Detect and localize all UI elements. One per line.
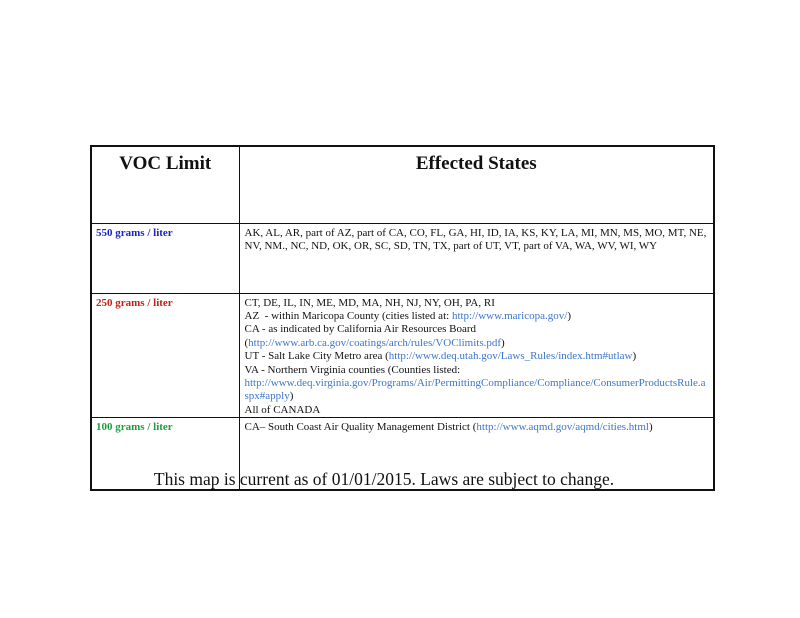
states-line — [245, 310, 709, 323]
states-line — [245, 297, 709, 310]
table-row — [91, 223, 714, 293]
states-text: CA - as indicated by California Air Resources Board ( — [244, 323, 479, 349]
states-line — [245, 364, 709, 404]
caption-text: This map is current as of 01/01/2015. Laws are subject to change. — [153, 469, 615, 489]
url-link[interactable]: http://www.arb.ca.gov/coatings/arch/rules/VOClimits.pdf — [248, 336, 502, 349]
column-header-effected-states: Effected States — [239, 146, 714, 223]
voc-limit-cell: 550 grams / liter — [91, 223, 239, 293]
states-text: AZ - within Maricopa County (cities listed at: — [244, 309, 452, 322]
effected-states-cell — [239, 293, 714, 418]
effected-states-cell — [239, 223, 714, 293]
voc-limit-cell: 100 grams / liter — [91, 418, 239, 490]
states-text: ) — [632, 350, 637, 363]
states-text: CA– South Coast Air Quality Management District ( — [244, 421, 477, 434]
voc-limit-cell: 250 grams / liter — [91, 293, 239, 418]
url-link[interactable]: http://www.deq.virginia.gov/Programs/Air/PermittingCompliance/Compliance/ConsumerProductsRule.aspx#apply — [244, 376, 706, 403]
states-text: VA - Northern Virginia counties (Counties listed: — [244, 363, 463, 376]
states-text: ) — [289, 390, 294, 403]
table-row — [91, 293, 714, 418]
voc-limits-table — [90, 145, 715, 491]
url-link[interactable]: http://www.maricopa.gov/ — [451, 309, 568, 322]
states-text: ) — [567, 309, 571, 322]
states-line — [245, 350, 709, 363]
table-body — [91, 223, 714, 490]
table-header-row — [91, 146, 714, 223]
states-text: AK, AL, AR, part of AZ, part of CA, CO, FL, GA, HI, ID, IA, KS, KY, LA, MI, MN, MS, MO, MT, NE, NV, NM., NC, ND, OK, OR, SC, SD, TN, TX, part of UT, VT, part of VA, WA, WV, WI, WY — [244, 226, 710, 252]
states-line — [245, 421, 709, 434]
states-text: All of CANADA — [244, 403, 321, 416]
states-text: CT, DE, IL, IN, ME, MD, MA, NH, NJ, NY, OH, PA, RI — [244, 296, 495, 309]
states-text: UT - Salt Lake City Metro area ( — [244, 350, 389, 363]
url-link[interactable]: http://www.aqmd.gov/aqmd/cities.html — [476, 421, 649, 434]
url-link[interactable]: http://www.deq.utah.gov/Laws_Rules/index.htm#utlaw — [388, 350, 633, 363]
states-line — [245, 404, 709, 417]
states-line — [245, 323, 709, 350]
states-line — [245, 227, 709, 254]
column-header-voc-limit: VOC Limit — [91, 146, 239, 223]
states-text: ) — [501, 336, 505, 349]
states-text: ) — [648, 421, 653, 434]
